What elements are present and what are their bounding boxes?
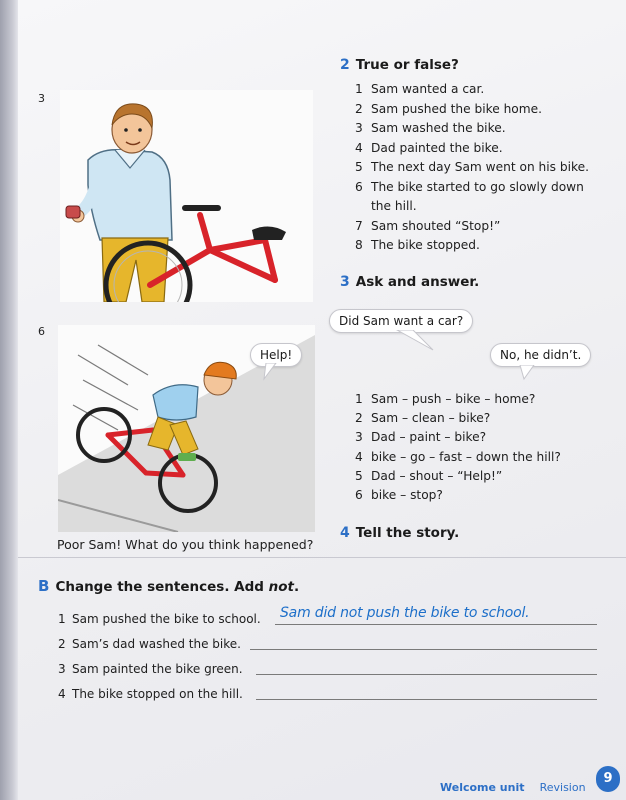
picture-6-number: 6 <box>38 325 45 338</box>
book-spine <box>0 0 18 800</box>
picture-sam-with-bike <box>60 90 313 302</box>
exercise-b-title: Change the sentences. Add not. <box>55 579 300 595</box>
exercise-3-list <box>355 390 561 505</box>
exercise-2-number: 2 <box>340 57 350 73</box>
exercise-b-heading <box>38 576 299 595</box>
answer-speech-bubble: No, he didn’t. <box>490 343 591 367</box>
exercise-b-item: 2 Sam’s dad washed the bike. <box>58 637 241 651</box>
answer-line-3[interactable] <box>256 674 597 675</box>
exercise-2-title: True or false? <box>355 57 459 73</box>
exercise-2-list <box>355 80 589 256</box>
list-item: 4 Dad painted the bike. <box>355 140 503 155</box>
exercise-2-heading <box>340 57 459 73</box>
list-item: 2 Sam – clean – bike? <box>355 411 491 426</box>
answer-line-4[interactable] <box>256 699 597 700</box>
list-item: 1 Sam – push – bike – home? <box>355 392 536 406</box>
list-item: 5 Dad – shout – “Help!” <box>355 468 503 483</box>
exercise-3-title: Ask and answer. <box>355 274 480 290</box>
list-item: 3 Dad – paint – bike? <box>355 430 487 445</box>
answer-line-2[interactable] <box>250 649 597 650</box>
question-speech-bubble: Did Sam want a car? <box>329 309 473 333</box>
exercise-b-item: 1 Sam pushed the bike to school. <box>58 612 261 626</box>
speech-bubble-tail <box>518 365 542 381</box>
exercise-b-item: 4 The bike stopped on the hill. <box>58 687 243 701</box>
speech-bubble-tail <box>395 330 435 352</box>
page-number: 9 <box>596 766 620 792</box>
section-divider <box>18 557 626 558</box>
speech-bubble-tail <box>262 363 282 381</box>
exercise-3-number: 3 <box>340 274 350 290</box>
picture-3-number: 3 <box>38 92 45 105</box>
footer-unit: Welcome unit <box>440 781 525 794</box>
list-item: 3 Sam washed the bike. <box>355 121 506 135</box>
exercise-b-letter: B <box>38 577 50 595</box>
exercise-4-heading <box>340 525 459 541</box>
list-item: 4 bike – go – fast – down the hill? <box>355 449 561 464</box>
help-speech-bubble: Help! <box>250 343 302 367</box>
list-item: 7 Sam shouted “Stop!” <box>355 218 501 233</box>
exercise-4-number: 4 <box>340 525 350 541</box>
list-item: the hill. <box>371 199 417 213</box>
picture-caption: Poor Sam! What do you think happened? <box>57 537 314 552</box>
list-item: 6 bike – stop? <box>355 488 443 503</box>
list-item: 2 Sam pushed the bike home. <box>355 101 543 116</box>
answer-handwriting: Sam did not push the bike to school. <box>280 605 530 621</box>
exercise-4-title: Tell the story. <box>355 525 460 541</box>
footer-section: Revision <box>539 781 586 794</box>
list-item: 8 The bike stopped. <box>355 238 480 252</box>
list-item: 5 The next day Sam went on his bike. <box>355 160 590 174</box>
exercise-3-heading <box>340 274 479 290</box>
footer <box>440 776 586 795</box>
exercise-b-item: 3 Sam painted the bike green. <box>58 662 243 676</box>
list-item: 6 The bike started to go slowly down <box>355 179 584 194</box>
answer-line-1[interactable] <box>275 624 597 625</box>
list-item: 1 Sam wanted a car. <box>355 82 485 96</box>
